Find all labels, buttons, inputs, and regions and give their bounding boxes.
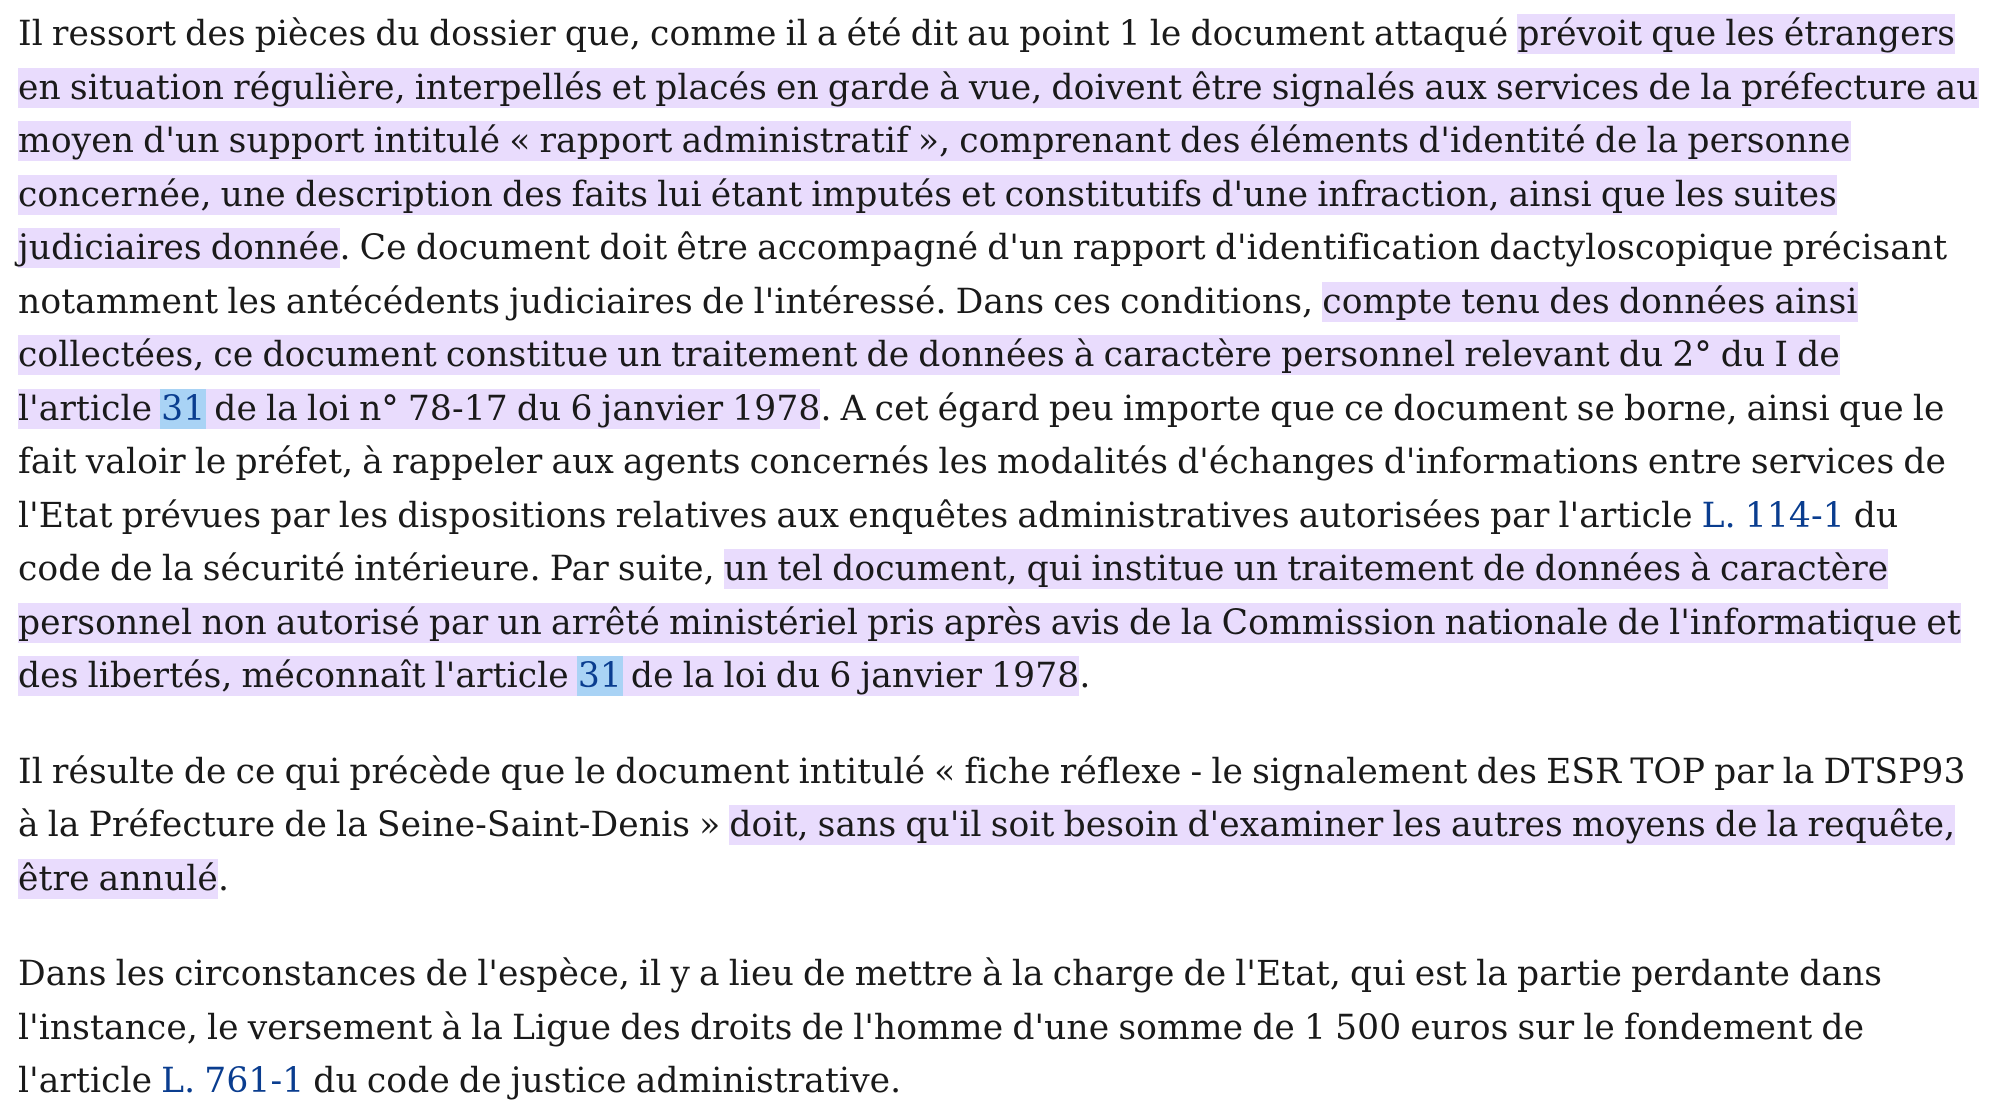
article-l114-1-link[interactable]: L. 114-1 (1701, 495, 1845, 536)
highlighted-text[interactable]: doit, sans qu'il soit besoin d'examiner les autres moyens de la requête, être annulé (18, 805, 1956, 899)
article-l761-1-link[interactable]: L. 761-1 (161, 1061, 305, 1101)
text-part: du code de la sécurité intérieure. Par suite, (18, 495, 1899, 589)
highlighted-text-part: de la loi du 6 janvier 1978 (630, 656, 1080, 696)
article-31-link[interactable]: 31 (161, 388, 206, 429)
paragraph-considerant (18, 8, 1984, 704)
text-segment: Il résulte de ce qui précède que le document intitulé « fiche réflexe - le signalement des ESR TOP par la DTSP93 à la Préfecture de la Seine-Saint-Denis » (18, 751, 1966, 845)
text-segment: Il ressort des pièces du dossier que, comme il a été dit au point 1 le document attaqué (18, 14, 1518, 54)
text-segment: . Ce document doit être accompagné d'un rapport d'identification dactyloscopique précisant notamment les antécédents judiciaires de l'intéressé. Dans ces conditions, (18, 228, 1948, 322)
text-part: . A cet égard peu importe que ce document se borne, ainsi que le fait valoir le préfet, à rappeler aux agents concernés les modalités d'échanges d'informations entre services de l'Etat prévues par les dispositions relatives aux enquêtes administratives autorisées par l'article (18, 388, 1947, 536)
highlighted-text[interactable]: prévoit que les étrangers en situation régulière, interpellés et placés en garde à vue, doivent être signalés aux services de la préfecture au moyen d'un support intitulé « rapport administratif », comprenant des éléments d'identité de la personne concernée, une description des faits lui étant imputés et constitutifs d'une infraction, ainsi que les suites judiciaires donnée (18, 14, 1979, 268)
highlighted-text-part: compte tenu des données ainsi collectées, ce document constitue un traitement de données à caractère personnel relevant du 2° du I de l'article (18, 281, 1858, 429)
highlighted-text-part: de la loi n° 78-17 du 6 janvier 1978 (214, 388, 821, 429)
paragraph-annulation (18, 746, 1984, 907)
text-segment: . (217, 858, 230, 899)
text-segment: du code de justice administrative. (313, 1061, 902, 1101)
text-segment: . (1079, 656, 1091, 696)
highlighted-text-part: un tel document, qui institue un traitement de données à caractère personnel non autorisé par un arrêté ministériel pris après avis de la Commission nationale de l'informatique et des libertés, méconnaît l'article (18, 549, 1961, 696)
article-31-link[interactable]: 31 (577, 656, 622, 696)
text-segment: Dans les circonstances de l'espèce, il y a lieu de mettre à la charge de l'Etat, qui est la partie perdante dans l'instance, le versement à la Ligue des droits de l'homme d'une somme de 1 500 euros sur le fondement de l'article (18, 954, 1883, 1101)
paragraph-frais (18, 948, 1984, 1109)
